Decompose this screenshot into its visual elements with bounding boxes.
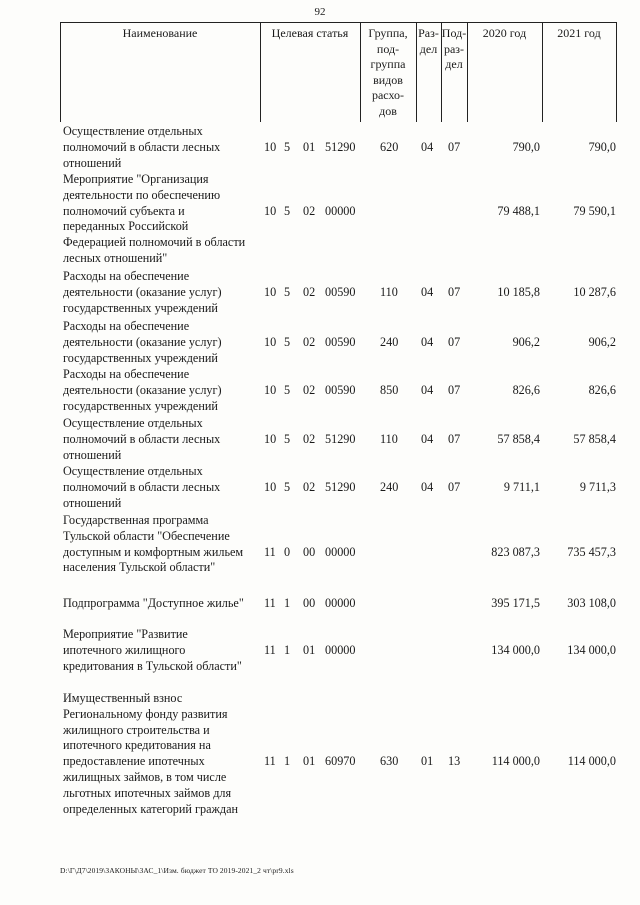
target-direction: 00000 (325, 596, 356, 610)
amount-2021: 790,0 (588, 139, 616, 154)
target-subprogram: 5 (284, 139, 291, 154)
target-subprogram: 5 (284, 334, 291, 349)
amount-2021: 57 858,4 (573, 431, 616, 446)
row-name: Мероприятие "Организация деятельности по обеспечению полномочий субъекта и переданных Российской Федерацией полномочий в области лесных отношений" (63, 172, 246, 265)
subsection-code: 07 (448, 139, 461, 154)
target-event: 02 (303, 431, 316, 446)
page-number: 92 (314, 6, 326, 18)
target-event: 02 (303, 334, 316, 349)
header-section: Раз- дел (418, 26, 439, 56)
amount-2021: 10 287,6 (573, 284, 616, 299)
row-name: Расходы на обеспечение деятельности (оказание услуг) государственных учреждений (63, 367, 222, 413)
amount-2020: 823 087,3 (491, 544, 540, 559)
target-program: 10 (264, 203, 277, 218)
target-subprogram: 1 (284, 642, 291, 657)
row-name: Государственная программа Тульской области "Обеспечение доступным и комфортным жильем населения Тульской области" (63, 513, 244, 575)
target-direction: 00590 (325, 382, 356, 397)
header-group: Группа, под- группа видов расхо- дов (368, 26, 408, 118)
row-name: Имущественный взнос Региональному фонду развития жилищного строительства и ипотечного кредитования на предоставление ипотечных жилищных займов, в том числе льготных ипотечных займов для определенных категорий граждан (63, 691, 239, 816)
header-name: Наименование (122, 26, 198, 40)
row-name: Осуществление отдельных полномочий в области лесных отношений (63, 124, 221, 170)
target-direction: 00590 (325, 284, 356, 299)
target-event: 00 (303, 544, 316, 559)
amount-2021: 134 000,0 (567, 642, 616, 657)
header-top-border (60, 22, 617, 23)
target-program: 10 (264, 139, 277, 154)
section-code: 04 (421, 334, 434, 349)
expense-group: 850 (380, 382, 399, 397)
target-subprogram: 5 (284, 479, 291, 494)
target-subprogram: 5 (284, 284, 291, 299)
target-program: 10 (264, 479, 277, 494)
target-direction: 00000 (325, 642, 356, 657)
target-program: 11 (264, 754, 276, 769)
target-direction: 51290 (325, 139, 356, 154)
target-program: 11 (264, 642, 276, 657)
subsection-code: 07 (448, 284, 461, 299)
target-event: 02 (303, 479, 316, 494)
subsection-code: 13 (448, 754, 461, 769)
header-year-2020: 2020 год (482, 26, 527, 40)
target-event: 02 (303, 284, 316, 299)
target-program: 11 (264, 544, 276, 559)
row-name: Мероприятие "Развитие ипотечного жилищного кредитования в Тульской области" (63, 627, 242, 673)
amount-2020: 826,6 (512, 382, 540, 397)
target-subprogram: 5 (284, 382, 291, 397)
table-header (60, 22, 617, 122)
target-event: 02 (303, 203, 316, 218)
subsection-code: 07 (448, 382, 461, 397)
expense-group: 110 (380, 284, 398, 299)
amount-2020: 79 488,1 (497, 203, 540, 218)
target-subprogram: 0 (284, 544, 291, 559)
amount-2020: 57 858,4 (497, 431, 540, 446)
expense-group: 620 (380, 139, 399, 154)
section-code: 04 (421, 479, 434, 494)
row-name: Осуществление отдельных полномочий в области лесных отношений (63, 464, 221, 510)
subsection-code: 07 (448, 479, 461, 494)
target-subprogram: 1 (284, 596, 291, 610)
amount-2020: 134 000,0 (491, 642, 540, 657)
section-code: 04 (421, 284, 434, 299)
section-code: 01 (421, 754, 434, 769)
target-program: 11 (264, 596, 276, 610)
amount-2021: 303 108,0 (567, 596, 616, 610)
amount-2020: 10 185,8 (497, 284, 540, 299)
target-program: 10 (264, 382, 277, 397)
amount-2021: 114 000,0 (567, 754, 616, 769)
target-subprogram: 5 (284, 431, 291, 446)
row-name: Подпрограмма "Доступное жилье" (63, 596, 244, 610)
expense-group: 240 (380, 479, 399, 494)
amount-2021: 735 457,3 (567, 544, 616, 559)
target-event: 00 (303, 596, 316, 610)
header-subsection: Под- раз- дел (441, 26, 467, 71)
target-direction: 00590 (325, 334, 356, 349)
row-name: Осуществление отдельных полномочий в области лесных отношений (63, 416, 221, 462)
target-subprogram: 5 (284, 203, 291, 218)
row-name: Расходы на обеспечение деятельности (оказание услуг) государственных учреждений (63, 269, 222, 315)
target-program: 10 (264, 431, 277, 446)
target-event: 01 (303, 139, 316, 154)
expense-group: 110 (380, 431, 398, 446)
target-program: 10 (264, 334, 277, 349)
amount-2020: 114 000,0 (491, 754, 540, 769)
amount-2021: 826,6 (588, 382, 616, 397)
subsection-code: 07 (448, 334, 461, 349)
row-name: Расходы на обеспечение деятельности (оказание услуг) государственных учреждений (63, 319, 222, 365)
amount-2021: 79 590,1 (573, 203, 616, 218)
amount-2021: 906,2 (588, 334, 616, 349)
target-subprogram: 1 (284, 754, 291, 769)
header-right-border (616, 22, 617, 122)
section-code: 04 (421, 431, 434, 446)
amount-2020: 790,0 (512, 139, 540, 154)
target-direction: 00000 (325, 203, 356, 218)
header-year-2021: 2021 год (557, 26, 601, 40)
section-code: 04 (421, 139, 434, 154)
target-direction: 51290 (325, 479, 356, 494)
target-direction: 51290 (325, 431, 356, 446)
target-direction: 60970 (325, 754, 356, 769)
target-event: 02 (303, 382, 316, 397)
expense-group: 630 (380, 754, 399, 769)
subsection-code: 07 (448, 431, 461, 446)
section-code: 04 (421, 382, 434, 397)
expense-group: 240 (380, 334, 399, 349)
target-program: 10 (264, 284, 277, 299)
amount-2020: 9 711,1 (503, 479, 540, 494)
target-event: 01 (303, 642, 316, 657)
amount-2020: 395 171,5 (491, 596, 540, 610)
target-direction: 00000 (325, 544, 356, 559)
amount-2021: 9 711,3 (579, 479, 616, 494)
target-event: 01 (303, 754, 316, 769)
amount-2020: 906,2 (512, 334, 540, 349)
header-target-article: Целевая статья (271, 26, 349, 40)
file-path-footer: D:\Г\Д7\2019\ЗАКОНЫ\ЗАС_1\Изм. бюджет ТО 2019-2021_2 чт\pr9.xls (60, 866, 294, 875)
